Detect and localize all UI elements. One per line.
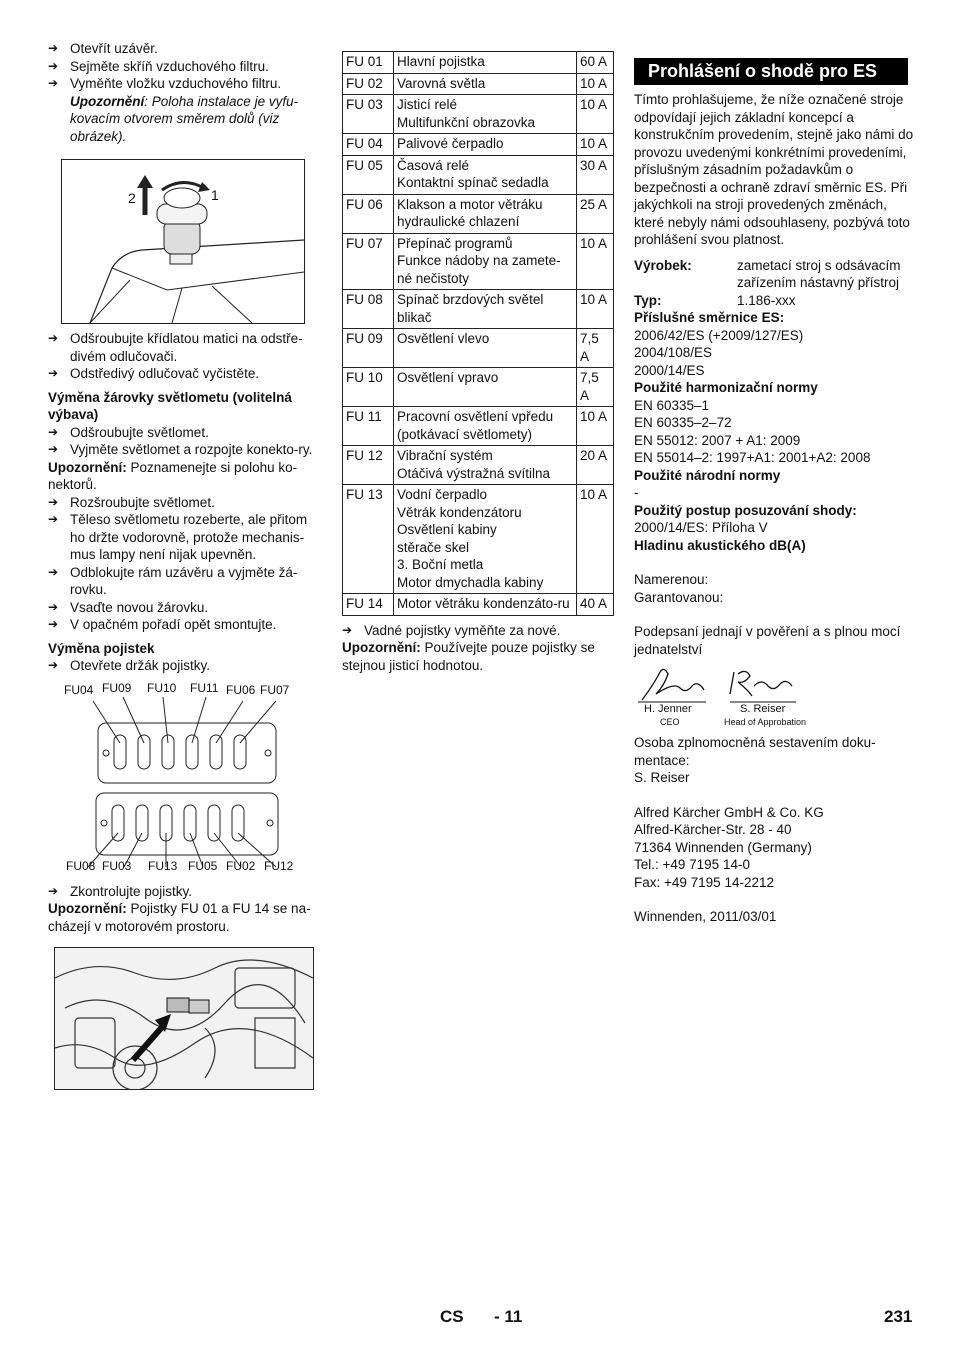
fuse-id: FU 14 [343,594,394,616]
fuse-rating: 7,5 A [577,368,614,407]
fuse-description: Vibrační systém Otáčivá výstražná svítilna [394,446,577,485]
fuse-rating: 10 A [577,134,614,156]
signer-role: Head of Approbation [724,717,807,727]
fuse-row [343,290,614,329]
authorized-text: Osoba zplnomocněná sestavením doku-mentace: [634,735,876,768]
product-label: Výrobek: [634,257,692,273]
fuse-description: Osvětlení vpravo [394,368,577,407]
section-heading: Výměna pojistek [48,640,155,656]
fuse-row [343,52,614,74]
fuse-label: FU06 [226,682,256,697]
place-date: Winnenden, 2011/03/01 [634,909,777,924]
product-value: zametací stroj s odsávacím zařízením nástavný přístroj [737,257,901,290]
column-left [48,40,320,1090]
engine-compartment-figure [54,947,314,1090]
procedure-value: 2000/14/ES: Příloha V [634,520,768,535]
fuse-id: FU 09 [343,329,394,368]
step: ➔ V opačném pořadí opět smontujte. [48,616,320,634]
fuse-row [343,446,614,485]
note-label: Upozornění: [48,901,127,916]
fuse-label: FU08 [66,858,96,873]
note-text: Používejte pouze pojistky se stejnou jisticí hodnotou. [342,640,595,673]
fuse-id: FU 04 [343,134,394,156]
note [342,639,614,674]
column-middle [342,51,614,674]
signature-strokes [634,664,834,704]
standard: EN 60335–2–72 [634,415,732,430]
type-label: Typ: [634,292,662,308]
figure-label: 1 [211,187,219,203]
step: ➔ Vsaďte novou žárovku. [48,599,320,617]
fuse-row [343,233,614,290]
directive: 2006/42/ES (+2009/127/ES) [634,327,804,343]
fuse-label: FU02 [226,858,256,873]
signer-name: H. Jenner [644,703,692,715]
company-line: 71364 Winnenden (Germany) [634,839,812,855]
signed-text: Podepsaní jednají v pověření a s plnou mocí jednatelství [634,624,901,657]
step: ➔ Vyměňte vložku vzduchového filtru. [48,75,320,93]
fuse-row [343,134,614,156]
note [48,93,320,146]
national-value: - [634,485,639,500]
column-right [634,40,914,926]
company-line: Tel.: +49 7195 14-0 [634,857,750,872]
fuse-rating: 60 A [577,52,614,74]
fuse-label: FU12 [264,858,294,873]
step: ➔ Otevřete držák pojistky. [48,657,320,675]
footer-section-page: - 11 [494,1307,523,1326]
note [48,900,320,935]
note-text: Pojistky FU 01 a FU 14 se na-cházejí v motorovém prostoru. [48,901,311,934]
signer-name: S. Reiser [740,703,786,715]
step: ➔ Rozšroubujte světlomet. [48,494,320,512]
fuse-row [343,407,614,446]
directive: 2004/108/ES [634,345,713,360]
fuse-rating: 40 A [577,594,614,616]
step: ➔ Vadné pojistky vyměňte za nové. [342,622,614,640]
fuse-label: FU03 [102,858,132,873]
fuse-description: Časová relé Kontaktní spínač sedadla [394,155,577,194]
measured-label: Namerenou: [634,572,709,587]
step: ➔ Vyjměte světlomet a rozpojte konekto-ry. [48,441,320,459]
fuse-label: FU09 [102,680,132,695]
step: ➔ Otevřít uzávěr. [48,40,320,58]
fuse-rating: 10 A [577,290,614,329]
figure-label: 2 [128,190,136,206]
fuse-description: Klakson a motor větráku hydraulické chlazení [394,194,577,233]
fuse-description: Varovná světla [394,73,577,95]
step: ➔ Odšroubujte světlomet. [48,424,320,442]
standard: EN 55012: 2007 + A1: 2009 [634,432,801,448]
fuse-id: FU 06 [343,194,394,233]
fuse-description: Palivové čerpadlo [394,134,577,156]
company-line: Alfred Kärcher GmbH & Co. KG [634,804,824,820]
air-filter-drawing [62,160,304,323]
fuse-description: Pracovní osvětlení vpředu (potkávací světlomety) [394,407,577,446]
fuse-row [343,485,614,594]
footer-page-number: 231 [884,1307,913,1326]
fuse-rating: 10 A [577,233,614,290]
fuse-description: Přepínač programů Funkce nádoby na zamete-né nečistoty [394,233,577,290]
note-text: : Poloha instalace je vyfu-kovacím otvorem směrem dolů (viz obrázek). [70,93,299,144]
signer-role: CEO [660,717,680,727]
signatures [634,664,914,726]
fuse-row [343,155,614,194]
directives-label: Příslušné směrnice ES: [634,310,785,325]
fuse-id: FU 10 [343,368,394,407]
fuse-rating: 7,5 A [577,329,614,368]
fuse-id: FU 07 [343,233,394,290]
step: ➔ Zkontrolujte pojistky. [48,883,320,901]
fuse-rating: 20 A [577,446,614,485]
fuse-description: Motor větráku kondenzáto-ru [394,594,577,616]
step: ➔ Odblokujte rám uzávěru a vyjměte žá-rovku. [48,564,320,599]
fuse-holder-drawing [48,680,308,883]
fuse-rating: 10 A [577,407,614,446]
authorized-name: S. Reiser [634,770,690,785]
fuse-label: FU05 [188,858,218,873]
fuse-row [343,329,614,368]
product-row [634,257,914,292]
harmonized-label: Použité harmonizační normy [634,380,818,395]
fuse-rating: 30 A [577,155,614,194]
step: ➔ Odstředivý odlučovač vyčistěte. [48,365,320,383]
fuse-label: FU04 [64,682,94,697]
company-line: Fax: +49 7195 14-2212 [634,874,774,890]
step: ➔ Těleso světlometu rozeberte, ale přitom ho držte vodorovně, protože mechanis-mus lampy není nijak upevněn. [48,511,320,564]
fuse-rating: 25 A [577,194,614,233]
fuse-id: FU 02 [343,73,394,95]
fuse-rating: 10 A [577,95,614,134]
standard: EN 55014–2: 1997+A1: 2001+A2: 2008 [634,450,871,465]
note-text: Poznamenejte si polohu ko-nektorů. [48,459,298,492]
fuse-row [343,368,614,407]
fuse-id: FU 08 [343,290,394,329]
section-heading: Výměna žárovky světlometu (volitelná výbava) [48,389,292,422]
note [48,459,320,494]
fuse-label: FU07 [260,682,290,697]
declaration-intro: Tímto prohlašujeme, že níže označené stroje odpovídají jejich základní koncepcí a konstrukčním provedením, stejně jako námi do provozu uvedenými konkrétními provedeními, příslušným zásadním požadavkům o bezpečnosti a ochraně zdraví směrnic ES. Při jakýchkoli na stroji provedených změnách, které nebyly námi odsouhlaseny, pozbývá toto prohlášení svou platnost. [634,92,914,247]
step: ➔ Sejměte skříň vzduchového filtru. [48,58,320,76]
fuse-description: Osvětlení vlevo [394,329,577,368]
footer-language: CS [440,1307,464,1326]
fuse-row [343,73,614,95]
engine-compartment-drawing [55,948,313,1089]
fuse-holder-figure [48,680,308,883]
fuse-label: FU13 [148,858,178,873]
company-line: Alfred-Kärcher-Str. 28 - 40 [634,822,792,837]
fuse-description: Spínač brzdových světel blikač [394,290,577,329]
fuse-id: FU 03 [343,95,394,134]
standard: EN 60335–1 [634,397,710,413]
type-row [634,292,914,310]
fuse-row [343,95,614,134]
fuse-description: Hlavní pojistka [394,52,577,74]
fuse-rating: 10 A [577,485,614,594]
noise-label: Hladinu akustického dB(A) [634,537,806,553]
step: ➔ Odšroubujte křídlatou matici na odstře-divém odlučovači. [48,330,320,365]
directive: 2000/14/ES [634,362,705,378]
guaranteed-label: Garantovanou: [634,589,724,605]
fuse-label: FU10 [147,680,177,695]
fuse-id: FU 05 [343,155,394,194]
fuse-id: FU 12 [343,446,394,485]
fuse-id: FU 13 [343,485,394,594]
fuse-id: FU 11 [343,407,394,446]
fuse-description: Jisticí relé Multifunkční obrazovka [394,95,577,134]
fuse-table [342,51,614,616]
national-label: Použité národní normy [634,467,781,483]
declaration-title: Prohlášení o shodě pro ES [634,58,908,85]
procedure-label: Použitý postup posuzování shody: [634,502,857,518]
type-value: 1.186-xxx [737,292,796,308]
fuse-row [343,194,614,233]
fuse-id: FU 01 [343,52,394,74]
air-filter-figure [61,159,305,324]
fuse-row [343,594,614,616]
note-label: Upozornění [70,93,145,109]
fuse-description: Vodní čerpadlo Větrák kondenzátoru Osvětlení kabiny stěrače skel 3. Boční metla Motor dmychadla kabiny [394,485,577,594]
fuse-rating: 10 A [577,73,614,95]
note-label: Upozornění: [342,640,421,655]
fuse-label: FU11 [190,680,219,695]
note-label: Upozornění: [48,459,127,475]
